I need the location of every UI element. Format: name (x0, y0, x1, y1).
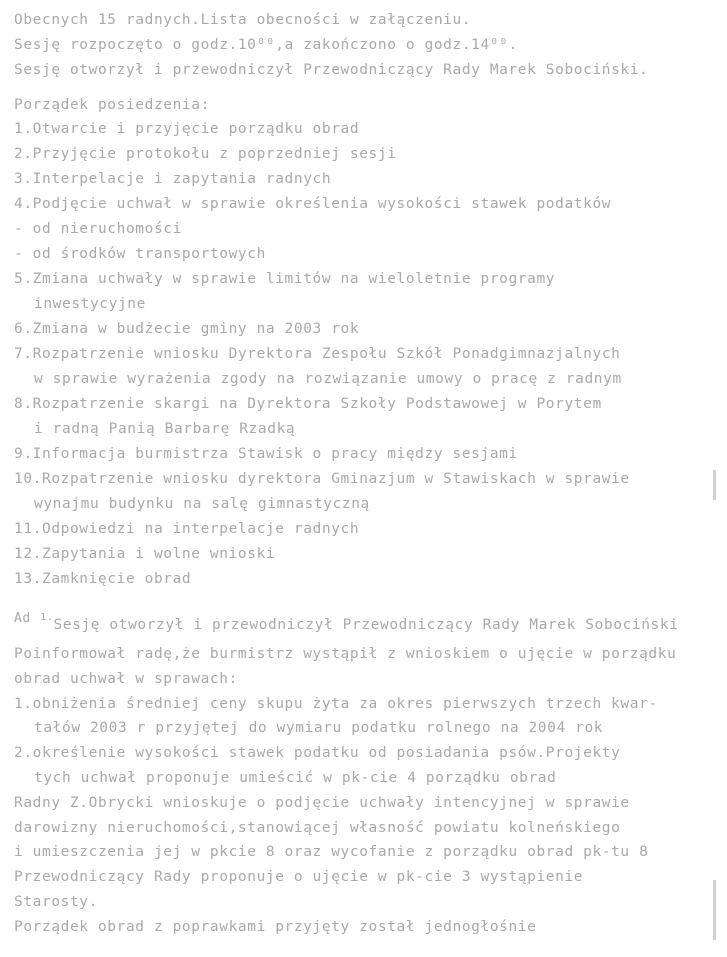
attendance-line: Obecnych 15 radnych.Lista obecności w załączeniu. (14, 12, 472, 28)
ad1-line: Radny Z.Obrycki wnioskuje o podjęcie uchwały intencyjnej w sprawie (14, 794, 630, 811)
ad1-line: 1.obniżenia średniej ceny skupu żyta za okres pierwszych trzech kwar- (14, 695, 658, 712)
ad1-line: 2.określenie wysokości stawek podatku od posiadania psów.Projekty (14, 745, 621, 762)
agenda-item: i radną Panią Barbarę Rzadką (34, 421, 296, 437)
ad1-line: obrad uchwał w sprawach: (14, 670, 238, 687)
ad1-line: tych uchwał proponuje umieścić w pk-cie 4 porządku obrad (34, 770, 557, 786)
agenda-item: 4.Podjęcie uchwał w sprawie określenia wysokości stawek podatków (14, 196, 612, 212)
ad1-line: Starosty. (14, 894, 98, 910)
scan-edge-mark (713, 880, 716, 940)
ad1-prefix: Ad (14, 611, 31, 626)
ad1-line: tałów 2003 r przyjętej do wymiaru podatku rolnego na 2004 rok (34, 720, 604, 737)
scan-edge-mark (713, 470, 716, 500)
agenda-item: 12.Zapytania i wolne wnioski (14, 546, 276, 562)
agenda-item: inwestycyjne (34, 296, 146, 312)
agenda-title: Porządek posiedzenia: (14, 97, 210, 113)
agenda-item: 7.Rozpatrzenie wniosku Dyrektora Zespołu Szkół Ponadgimnazjalnych (14, 346, 621, 362)
ad1-line: Przewodniczący Rady proponuje o ujęcie w pk-cie 3 wystąpienie (14, 869, 584, 886)
agenda-item: 2.Przyjęcie protokołu z poprzedniej sesji (14, 146, 397, 162)
ad1-first-line: Sesję otworzył i przewodniczył Przewodniczący Rady Marek Sobociński (53, 617, 679, 633)
ad1-line: Poinformował radę,że burmistrz wystąpił z wnioskiem o ujęcie w porządku (14, 646, 677, 662)
agenda-item: 3.Interpelacje i zapytania radnych (14, 171, 332, 187)
agenda-item: 10.Rozpatrzenie wniosku dyrektora Gminazjum w Stawiskach w sprawie (14, 471, 630, 487)
ad1-heading-line (14, 611, 679, 636)
agenda-item: 5.Zmiana uchwały w sprawie limitów na wieloletnie programy (14, 271, 556, 287)
ad1-line: Porządek obrad z poprawkami przyjęty został jednogłośnie (14, 918, 537, 935)
agenda-item: 6.Zmiana w budżecie gminy na 2003 rok (14, 321, 360, 337)
agenda-item: 1.Otwarcie i przyjęcie porządku obrad (14, 121, 360, 137)
ad1-line: i umieszczenia jej w pkcie 8 oraz wycofanie z porządku obrad pk-tu 8 (14, 844, 649, 861)
ad1-number: 1. (40, 612, 54, 623)
ad1-line: darowizny nieruchomości,stanowiącej własność powiatu kolneńskiego (14, 819, 621, 836)
agenda-item: wynajmu budynku na salę gimnastyczną (34, 496, 370, 512)
agenda-item: - od nieruchomości (14, 221, 182, 237)
session-time-line: Sesję rozpoczęto o godz.10⁰⁰,a zakończono o godz.14⁰⁰. (14, 37, 518, 53)
agenda-item: 8.Rozpatrzenie skargi na Dyrektora Szkoły Podstawowej w Porytem (14, 396, 602, 412)
agenda-item: - od środków transportowych (14, 246, 266, 262)
session-chair-line: Sesję otworzył i przewodniczył Przewodniczący Rady Marek Sobociński. (14, 62, 649, 78)
agenda-item: 13.Zamknięcie obrad (14, 571, 192, 587)
agenda-item: w sprawie wyrażenia zgody na rozwiązanie umowy o pracę z radnym (34, 371, 622, 387)
agenda-item: 9.Informacja burmistrza Stawisk o pracy między sesjami (14, 446, 518, 462)
agenda-item: 11.Odpowiedzi na interpelacje radnych (14, 521, 360, 537)
